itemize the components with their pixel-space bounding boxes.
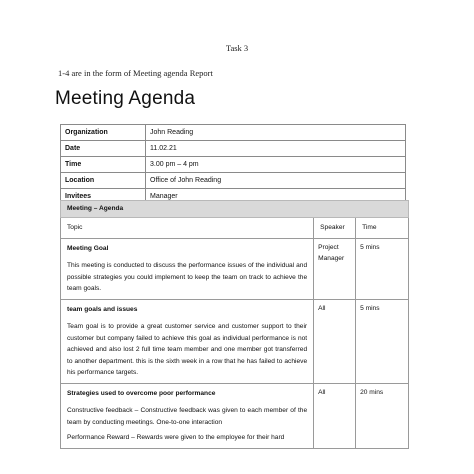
info-value: Office of John Reading [146, 173, 406, 189]
agenda-topic-title: Strategies used to overcome poor performance [67, 389, 216, 397]
agenda-row [61, 299, 409, 383]
info-row-organization [61, 125, 406, 141]
agenda-topic-title: Meeting Goal [67, 244, 109, 252]
agenda-topic-text: Performance Reward – Rewards were given to the employee for their hard [67, 434, 285, 441]
agenda-speaker: All [314, 383, 356, 448]
info-row-location [61, 173, 406, 189]
agenda-topic-text: Team goal is to provide a great customer service and customer support to their customer but company failed to achieve this goal as individual performance is not achieved and also lost 2 full time team member and one member got transferred to another department. this is the sixth week in a row that he has failed to achieve his performance targets. [67, 323, 308, 376]
agenda-topic-cell [61, 299, 314, 383]
info-label: Organization [61, 125, 146, 141]
agenda-topic-cell [61, 383, 314, 448]
agenda-topic-title: team goals and issues [67, 305, 138, 313]
document-title: Meeting Agenda [55, 88, 196, 109]
column-header-topic: Topic [61, 218, 314, 239]
meeting-info-table [60, 124, 406, 205]
info-label: Location [61, 173, 146, 189]
agenda-topic-text: Constructive feedback – Constructive feedback was given to each member of the team by conducting meetings. One-to-one interaction [67, 407, 308, 426]
agenda-time: 20 mins [356, 383, 409, 448]
column-header-speaker: Speaker [314, 218, 356, 239]
task-title: Task 3 [225, 43, 249, 53]
agenda-row [61, 238, 409, 299]
agenda-speaker: All [314, 299, 356, 383]
info-value: 3.00 pm – 4 pm [146, 157, 406, 173]
agenda-column-row [61, 218, 409, 239]
agenda-time: 5 mins [356, 299, 409, 383]
info-value: 11.02.21 [146, 141, 406, 157]
agenda-heading-row [61, 201, 409, 218]
agenda-topic-text: This meeting is conducted to discuss the performance issues of the individual and possible strategies you could implement to keep the team on track to achieve the team goals. [67, 262, 308, 292]
info-row-date [61, 141, 406, 157]
info-value: John Reading [146, 125, 406, 141]
agenda-table [60, 200, 409, 449]
agenda-heading: Meeting – Agenda [61, 201, 409, 218]
agenda-topic-cell [61, 238, 314, 299]
info-label: Time [61, 157, 146, 173]
agenda-time: 5 mins [356, 238, 409, 299]
intro-line: 1-4 are in the form of Meeting agenda Report [58, 68, 213, 78]
agenda-speaker: Project Manager [314, 238, 356, 299]
info-label: Invitees [61, 189, 146, 205]
info-label: Date [61, 141, 146, 157]
column-header-time: Time [356, 218, 409, 239]
info-row-time [61, 157, 406, 173]
info-value: Manager [146, 189, 406, 205]
agenda-row [61, 383, 409, 448]
